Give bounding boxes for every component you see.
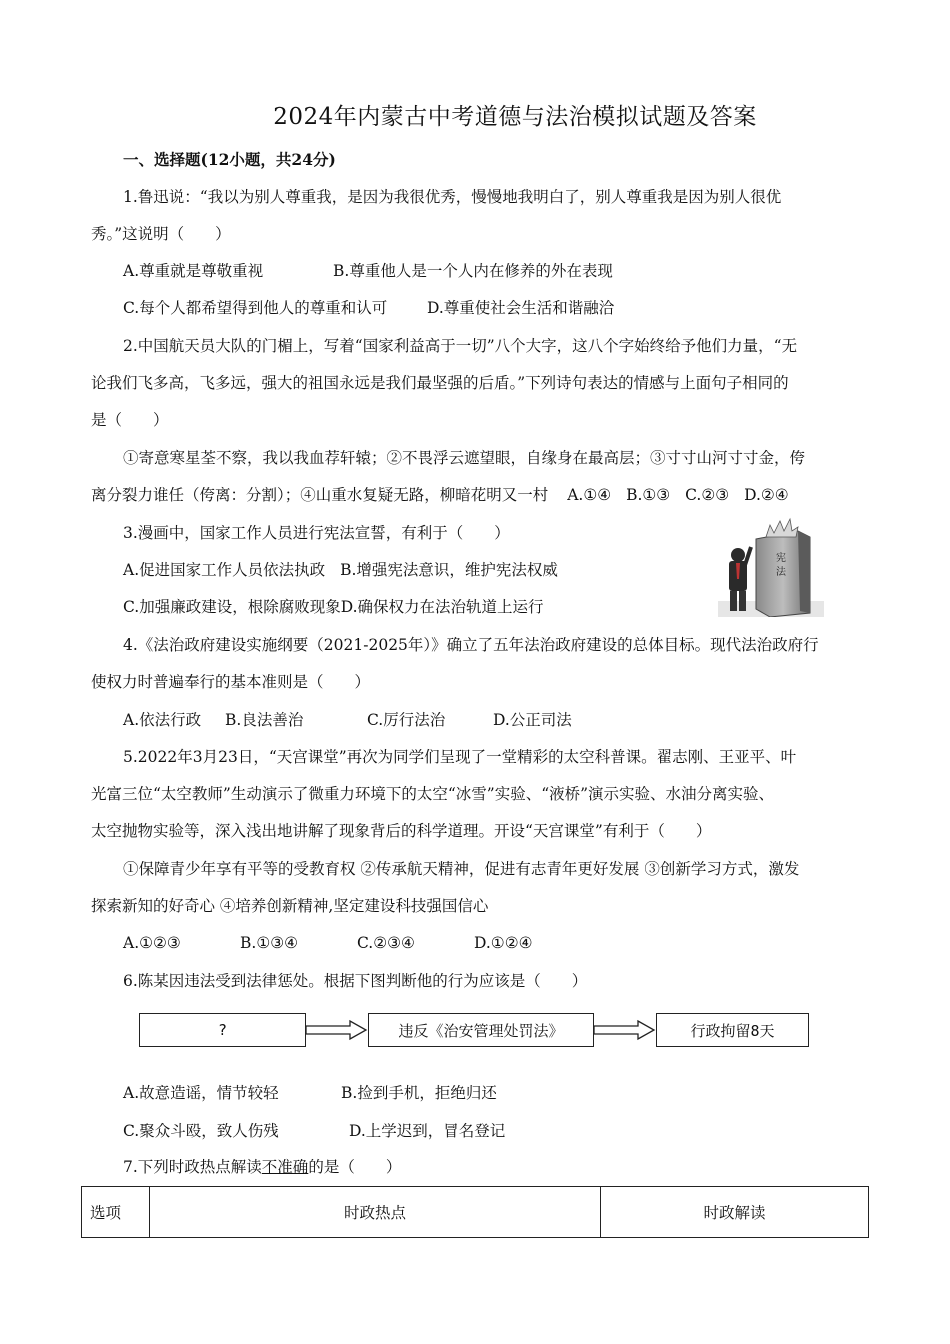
q5-items-line2: 探索新知的好奇心 ④培养创新精神,坚定建设科技强国信心 xyxy=(91,897,489,915)
flow-box-penalty: 行政拘留8天 xyxy=(656,1013,809,1047)
q2-stem-line2: 论我们飞多高，飞多远，强大的祖国永远是我们最坚强的后盾。”下列诗句表达的情感与上面句子相同的 xyxy=(91,374,789,392)
q7-table xyxy=(81,1186,869,1238)
flow-box-law-violation: 违反《治安管理处罚法》 xyxy=(368,1013,594,1047)
q7-stem-emphasis: 不准确 xyxy=(261,1158,309,1176)
table-header-topic: 时政热点 xyxy=(150,1187,601,1238)
table-header-interpretation: 时政解读 xyxy=(601,1187,869,1238)
page-title: 2024年内蒙古中考道德与法治模拟试题及答案 xyxy=(273,104,757,130)
q3-options-row1 xyxy=(123,560,558,580)
q2-items-text: 离分裂力谁任（侉离：分割）；④山重水复疑无路，柳暗花明又一村 xyxy=(91,486,549,504)
q2-option-b: B.①③ xyxy=(626,486,671,504)
q5-option-b: B.①③④ xyxy=(240,934,299,952)
q4-option-a: A.依法行政 xyxy=(123,711,202,729)
q3-option-d: D.确保权力在法治轨道上运行 xyxy=(340,598,544,616)
q7-stem-pre: 7.下列时政热点解读 xyxy=(123,1158,262,1176)
q2-stem-line1: 2.中国航天员大队的门楣上，写着“国家利益高于一切”八个大字，这八个字始终给予他们力量，“无 xyxy=(123,337,798,355)
q7-stem xyxy=(123,1157,401,1177)
q3-option-b: B.增强宪法意识，维护宪法权威 xyxy=(340,561,558,579)
q2-option-a: A.①④ xyxy=(567,486,612,504)
q6-options-row1 xyxy=(123,1083,497,1103)
q1-option-c: C.每个人都希望得到他人的尊重和认可 xyxy=(123,299,388,317)
q1-stem-line2: 秀。”这说明（ ） xyxy=(91,225,231,243)
q1-option-d: D.尊重使社会生活和谐融洽 xyxy=(427,299,615,317)
q6-option-c: C.聚众斗殴，致人伤残 xyxy=(123,1122,279,1140)
flow-box-unknown-behavior: ? xyxy=(139,1013,306,1047)
q5-option-c: C.②③④ xyxy=(357,934,415,952)
q5-stem-line2: 光富三位“太空教师”生动演示了微重力环境下的太空“冰雪”实验、“液桥”演示实验、水油分离实验、 xyxy=(91,785,775,803)
q4-option-b: B.良法善治 xyxy=(225,711,304,729)
q3-options-row2 xyxy=(123,597,544,617)
table-header-option: 选项 xyxy=(82,1187,150,1238)
q4-option-c: C.厉行法治 xyxy=(367,711,446,729)
q7-stem-post: 的是（ ） xyxy=(308,1158,402,1176)
q6-option-d: D.上学迟到，冒名登记 xyxy=(349,1122,506,1140)
q1-options-row2 xyxy=(123,298,614,318)
q3-option-a: A.促进国家工作人员依法执政 xyxy=(123,561,326,579)
q5-options xyxy=(123,933,533,953)
q3-stem: 3.漫画中，国家工作人员进行宪法宣誓，有利于（ ） xyxy=(123,524,510,542)
comic-label: 宪法 xyxy=(776,553,786,578)
q1-stem-line1: 1.鲁迅说：“我以为别人尊重我，是因为我很优秀，慢慢地我明白了，别人尊重我是因为别人很优 xyxy=(123,188,782,206)
q5-stem-line3: 太空抛物实验等，深入浅出地讲解了现象背后的科学道理。开设“天宫课堂”有利于（ ） xyxy=(91,822,712,840)
q4-option-d: D.公正司法 xyxy=(493,711,572,729)
q2-option-d: D.②④ xyxy=(744,486,789,504)
q4-stem-line1: 4.《法治政府建设实施纲要（2021-2025年）》确立了五年法治政府建设的总体目标。现代法治政府行 xyxy=(123,636,819,654)
table-header-row xyxy=(82,1187,869,1238)
q6-stem: 6.陈某因违法受到法律惩处。根据下图判断他的行为应该是（ ） xyxy=(123,972,588,990)
q3-option-c: C.加强廉政建设，根除腐败现象 xyxy=(123,598,341,616)
q1-option-b: B.尊重他人是一个人内在修养的外在表现 xyxy=(333,262,613,280)
q5-stem-line1: 5.2022年3月23日，“天宫课堂”再次为同学们呈现了一堂精彩的太空科普课。翟志刚、王亚平、叶 xyxy=(123,748,797,766)
q5-option-a: A.①②③ xyxy=(123,934,181,952)
flow-arrow-1 xyxy=(306,1019,368,1041)
q4-options xyxy=(123,710,572,730)
q5-option-d: D.①②④ xyxy=(474,934,533,952)
q1-option-a: A.尊重就是尊敬重视 xyxy=(123,262,264,280)
q2-items-line2 xyxy=(91,485,789,505)
constitution-oath-cartoon xyxy=(718,517,824,617)
q2-items-line1: ①寄意寒星荃不察，我以我血荐轩辕；②不畏浮云遮望眼，自缘身在最高层；③寸寸山河寸寸金，侉 xyxy=(123,449,806,467)
q4-stem-line2: 使权力时普遍奉行的基本准则是（ ） xyxy=(91,673,371,691)
section-heading: 一、选择题(12小题，共24分) xyxy=(123,150,336,169)
q5-items-line1: ①保障青少年享有平等的受教育权 ②传承航天精神，促进有志青年更好发展 ③创新学习方式，激发 xyxy=(123,860,800,878)
q1-options-row1 xyxy=(123,261,613,281)
flow-arrow-2 xyxy=(594,1019,656,1041)
q2-option-c: C.②③ xyxy=(685,486,730,504)
q2-stem-line3: 是（ ） xyxy=(91,411,169,429)
q6-option-a: A.故意造谣，情节较轻 xyxy=(123,1084,279,1102)
q6-option-b: B.捡到手机，拒绝归还 xyxy=(341,1084,497,1102)
q6-options-row2 xyxy=(123,1121,505,1141)
